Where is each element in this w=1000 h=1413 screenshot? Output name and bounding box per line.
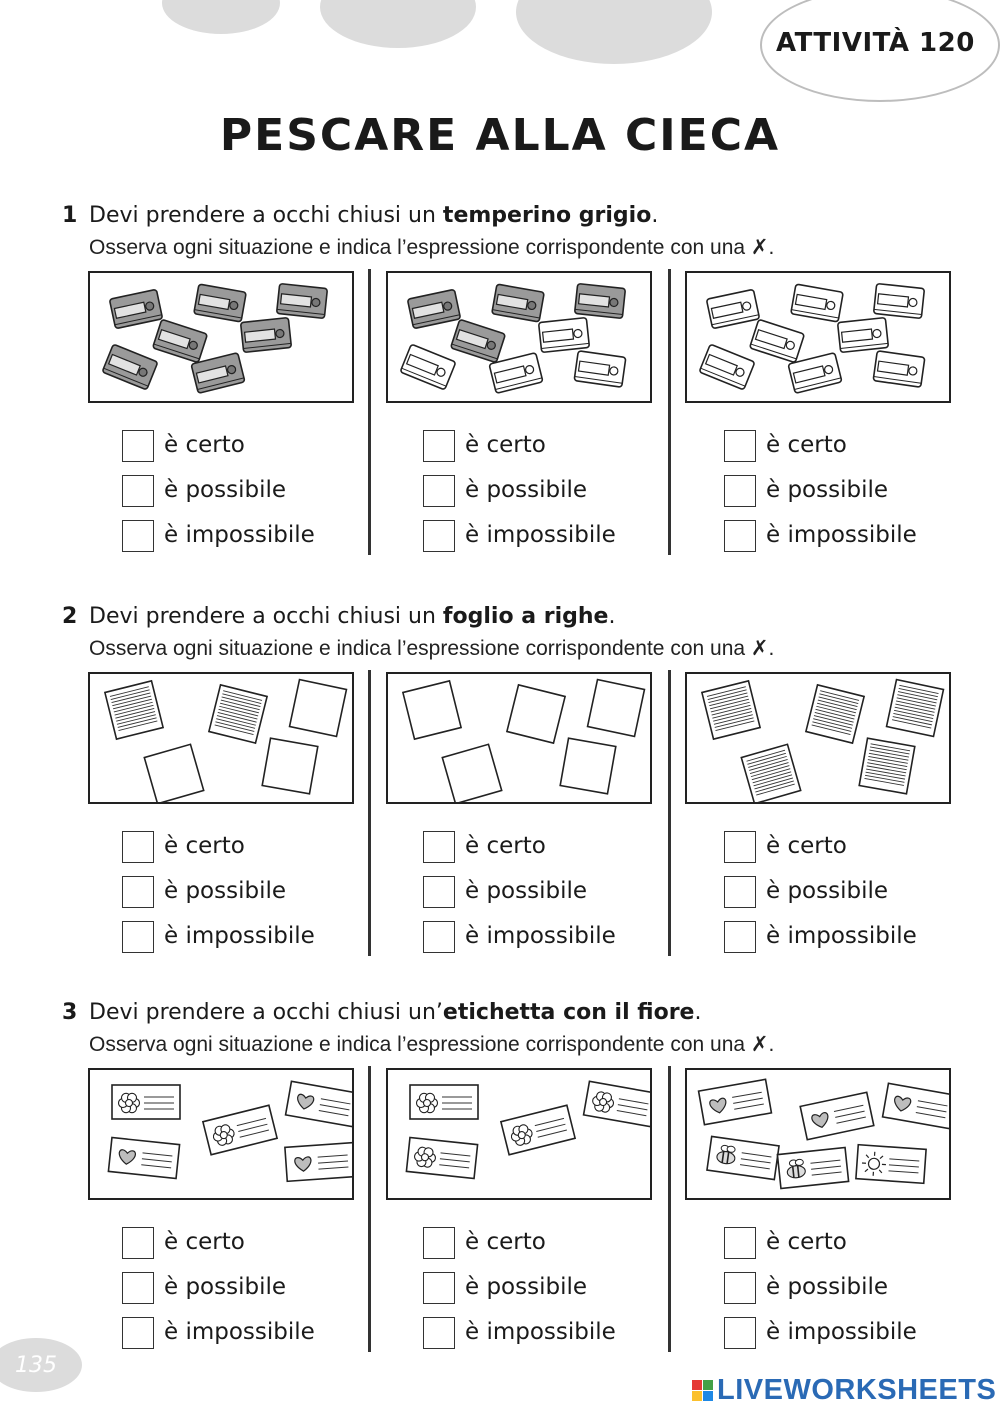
answer-option[interactable] — [724, 520, 924, 556]
answer-option[interactable] — [122, 475, 322, 511]
answer-checkbox[interactable] — [122, 876, 154, 908]
lined-sheet-icon — [702, 681, 760, 739]
answer-checkbox[interactable] — [724, 1317, 756, 1349]
answer-option[interactable] — [423, 1227, 623, 1263]
lined-sheet-icon — [105, 681, 163, 739]
answer-label: è impossibile — [465, 522, 616, 548]
answer-checkbox[interactable] — [724, 430, 756, 462]
question-number: 2 — [62, 604, 78, 629]
sharpener-icon — [791, 284, 843, 322]
answer-label: è certo — [465, 432, 546, 458]
question-instruction — [89, 604, 615, 629]
flower-label-icon — [203, 1105, 277, 1154]
situation-illustration — [687, 1070, 949, 1198]
target-object: foglio a righe — [442, 604, 609, 629]
answer-checkbox[interactable] — [724, 475, 756, 507]
situation-panel — [685, 672, 951, 804]
answer-label: è certo — [766, 833, 847, 859]
answer-option[interactable] — [423, 831, 623, 867]
activity-label: ATTIVITÀ 120 — [776, 28, 975, 58]
answer-option[interactable] — [423, 1272, 623, 1308]
answer-label: è impossibile — [465, 1319, 616, 1345]
answer-label: è possibile — [465, 878, 588, 904]
instruction-end: . — [608, 604, 616, 629]
situation-panel — [386, 672, 652, 804]
question-instruction — [89, 1000, 701, 1025]
answer-checkbox[interactable] — [423, 1272, 455, 1304]
decorative-blob — [320, 0, 476, 48]
heart-label-icon — [883, 1083, 949, 1128]
answer-checkbox[interactable] — [122, 1227, 154, 1259]
column-divider — [368, 1066, 371, 1352]
situation-illustration — [90, 1070, 352, 1198]
sharpener-icon — [575, 284, 626, 319]
answer-label: è possibile — [766, 1274, 889, 1300]
answer-label: è possibile — [164, 477, 287, 503]
column-divider — [668, 269, 671, 555]
answer-label: è possibile — [766, 878, 889, 904]
answer-label: è impossibile — [164, 1319, 315, 1345]
answer-checkbox[interactable] — [423, 1227, 455, 1259]
column-divider — [668, 1066, 671, 1352]
flower-label-icon — [112, 1085, 180, 1119]
instruction-end: . — [651, 203, 659, 228]
question-subinstruction: Osserva ogni situazione e indica l’espressione corrispondente con una ✗. — [89, 637, 775, 660]
answer-option[interactable] — [423, 475, 623, 511]
liveworksheets-logo — [692, 1374, 996, 1407]
flower-label-icon — [406, 1138, 477, 1179]
answer-label: è impossibile — [766, 923, 917, 949]
target-object: temperino grigio — [442, 203, 652, 228]
logo-square — [703, 1380, 713, 1390]
sharpener-icon — [574, 351, 626, 387]
answer-option[interactable] — [423, 876, 623, 912]
answer-option[interactable] — [724, 430, 924, 466]
logo-square — [692, 1380, 702, 1390]
answer-option[interactable] — [122, 520, 322, 556]
blank-sheet-icon — [507, 685, 565, 743]
answer-option[interactable] — [122, 1272, 322, 1308]
answer-label: è certo — [465, 833, 546, 859]
blank-sheet-icon — [442, 744, 501, 802]
answer-option[interactable] — [724, 1227, 924, 1263]
answer-option[interactable] — [724, 831, 924, 867]
blank-sheet-icon — [290, 680, 347, 737]
situation-panel — [88, 271, 354, 403]
blank-sheet-icon — [262, 738, 318, 794]
answer-option[interactable] — [122, 1317, 322, 1353]
sharpener-icon — [539, 318, 590, 353]
question-instruction — [89, 203, 658, 228]
answer-checkbox[interactable] — [724, 876, 756, 908]
answer-checkbox[interactable] — [423, 475, 455, 507]
sharpener-icon — [873, 351, 925, 387]
answer-checkbox[interactable] — [122, 475, 154, 507]
brand-name: LIVEWORKSHEETS — [717, 1374, 997, 1406]
answer-option[interactable] — [122, 876, 322, 912]
lined-sheet-icon — [741, 744, 800, 802]
page-number: 135 — [0, 1338, 82, 1392]
sun-label-icon — [856, 1145, 926, 1184]
heart-label-icon — [699, 1079, 772, 1124]
situation-panel — [88, 1068, 354, 1200]
sharpener-icon — [400, 344, 456, 390]
lined-sheet-icon — [887, 680, 944, 737]
answer-option[interactable] — [724, 876, 924, 912]
situation-illustration — [90, 674, 352, 802]
answer-option[interactable] — [724, 1272, 924, 1308]
question-subinstruction: Osserva ogni situazione e indica l’espressione corrispondente con una ✗. — [89, 236, 775, 259]
sharpener-icon — [706, 289, 759, 328]
bee-label-icon — [777, 1148, 848, 1189]
sharpener-icon — [102, 344, 158, 390]
page-title: PESCARE ALLA CIECA — [219, 110, 781, 161]
answer-label: è impossibile — [766, 1319, 917, 1345]
column-divider — [368, 670, 371, 956]
question-section-1 — [0, 203, 1000, 583]
answer-option[interactable] — [423, 520, 623, 556]
blank-sheet-icon — [144, 744, 203, 802]
instruction-text: Devi prendere a occhi chiusi un’ — [89, 1000, 443, 1025]
answer-checkbox[interactable] — [724, 1227, 756, 1259]
answer-checkbox[interactable] — [423, 430, 455, 462]
answer-checkbox[interactable] — [423, 1317, 455, 1349]
situation-illustration — [687, 674, 949, 802]
answer-option[interactable] — [724, 921, 924, 957]
logo-grid-icon — [692, 1380, 713, 1401]
question-section-2 — [0, 604, 1000, 984]
situation-illustration — [90, 273, 352, 401]
answer-label: è impossibile — [164, 923, 315, 949]
answer-checkbox[interactable] — [122, 430, 154, 462]
answer-option[interactable] — [423, 430, 623, 466]
question-number: 3 — [62, 1000, 78, 1025]
answer-label: è certo — [766, 432, 847, 458]
answer-label: è possibile — [766, 477, 889, 503]
answer-checkbox[interactable] — [724, 831, 756, 863]
situation-illustration — [687, 273, 949, 401]
sharpener-icon — [451, 319, 506, 362]
situation-panel — [88, 672, 354, 804]
answer-checkbox[interactable] — [122, 1317, 154, 1349]
answer-checkbox[interactable] — [423, 831, 455, 863]
blank-sheet-icon — [560, 738, 616, 794]
sharpener-icon — [492, 284, 544, 322]
logo-square — [692, 1391, 702, 1401]
flower-label-icon — [410, 1085, 478, 1119]
answer-label: è certo — [164, 833, 245, 859]
answer-label: è impossibile — [164, 522, 315, 548]
logo-square — [703, 1391, 713, 1401]
answer-checkbox[interactable] — [122, 520, 154, 552]
situation-illustration — [388, 674, 650, 802]
answer-label: è possibile — [465, 1274, 588, 1300]
instruction-text: Devi prendere a occhi chiusi un — [89, 203, 443, 228]
answer-option[interactable] — [122, 430, 322, 466]
flower-label-icon — [584, 1081, 650, 1126]
answer-option[interactable] — [724, 475, 924, 511]
situation-panel — [685, 271, 951, 403]
flower-label-icon — [501, 1105, 575, 1154]
sharpener-icon — [153, 319, 208, 362]
sharpener-icon — [874, 284, 925, 319]
decorative-blob — [516, 0, 712, 64]
blank-sheet-icon — [588, 680, 645, 737]
answer-label: è certo — [164, 432, 245, 458]
instruction-end: . — [694, 1000, 702, 1025]
question-subinstruction: Osserva ogni situazione e indica l’espressione corrispondente con una ✗. — [89, 1033, 775, 1056]
answer-label: è certo — [465, 1229, 546, 1255]
column-divider — [368, 269, 371, 555]
answer-option[interactable] — [724, 1317, 924, 1353]
column-divider — [668, 670, 671, 956]
answer-option[interactable] — [122, 921, 322, 957]
question-section-3 — [0, 1000, 1000, 1380]
answer-checkbox[interactable] — [423, 520, 455, 552]
heart-label-icon — [108, 1138, 179, 1179]
answer-label: è impossibile — [465, 923, 616, 949]
answer-checkbox[interactable] — [122, 1272, 154, 1304]
answer-label: è possibile — [164, 1274, 287, 1300]
lined-sheet-icon — [859, 738, 915, 794]
sharpener-icon — [838, 318, 889, 353]
answer-checkbox[interactable] — [122, 831, 154, 863]
bee-label-icon — [707, 1136, 779, 1179]
answer-label: è possibile — [164, 878, 287, 904]
heart-label-icon — [800, 1092, 874, 1139]
sharpener-icon — [109, 289, 162, 328]
situation-illustration — [388, 1070, 650, 1198]
answer-checkbox[interactable] — [122, 921, 154, 953]
blank-sheet-icon — [403, 681, 461, 739]
answer-label: è possibile — [465, 477, 588, 503]
decorative-blob — [162, 0, 280, 34]
answer-label: è impossibile — [766, 522, 917, 548]
heart-label-icon — [285, 1143, 352, 1182]
answer-label: è certo — [164, 1229, 245, 1255]
sharpener-icon — [699, 344, 755, 390]
answer-checkbox[interactable] — [724, 921, 756, 953]
target-object: etichetta con il fiore — [442, 1000, 695, 1025]
lined-sheet-icon — [209, 685, 267, 743]
answer-option[interactable] — [423, 1317, 623, 1353]
situation-illustration — [388, 273, 650, 401]
answer-checkbox[interactable] — [423, 921, 455, 953]
sharpener-icon — [194, 284, 246, 322]
situation-panel — [386, 271, 652, 403]
situation-panel — [386, 1068, 652, 1200]
sharpener-icon — [241, 318, 292, 353]
answer-option[interactable] — [122, 831, 322, 867]
sharpener-icon — [750, 319, 805, 362]
answer-checkbox[interactable] — [423, 876, 455, 908]
sharpener-icon — [407, 289, 460, 328]
answer-checkbox[interactable] — [724, 520, 756, 552]
lined-sheet-icon — [806, 685, 864, 743]
answer-option[interactable] — [423, 921, 623, 957]
instruction-text: Devi prendere a occhi chiusi un — [89, 604, 443, 629]
situation-panel — [685, 1068, 951, 1200]
answer-option[interactable] — [122, 1227, 322, 1263]
sharpener-icon — [277, 284, 328, 319]
answer-checkbox[interactable] — [724, 1272, 756, 1304]
answer-label: è certo — [766, 1229, 847, 1255]
heart-label-icon — [286, 1081, 352, 1126]
question-number: 1 — [62, 203, 78, 228]
